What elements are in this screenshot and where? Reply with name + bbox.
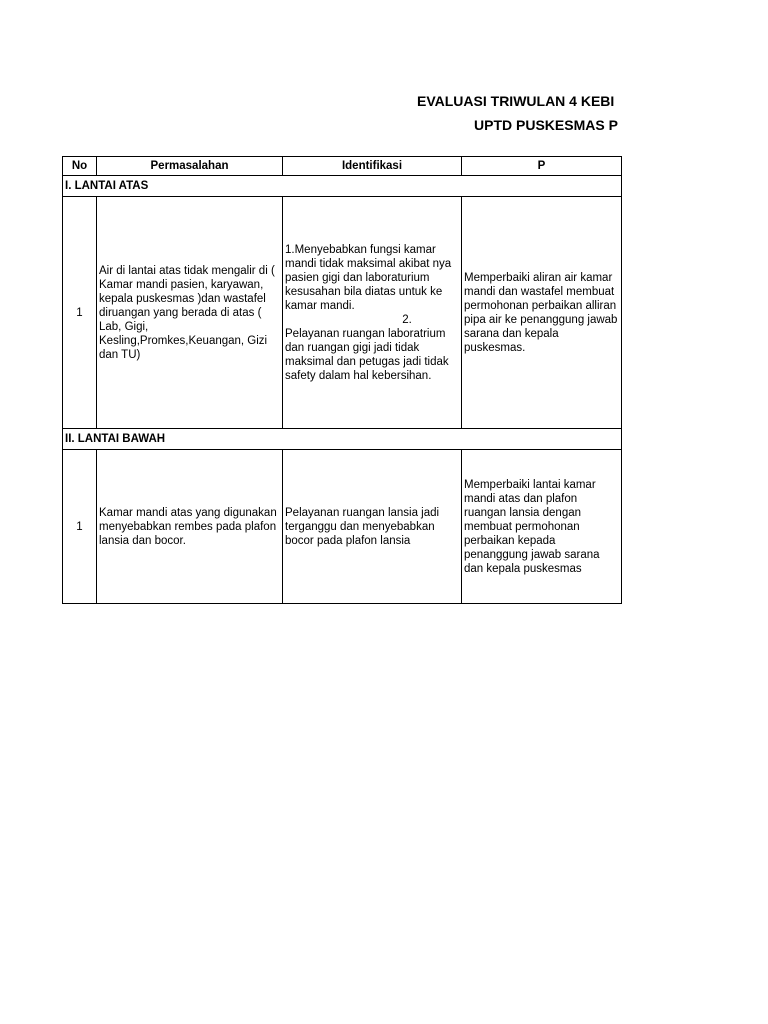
identifikasi-point-1: 1.Menyebabkan fungsi kamar mandi tidak maksimal akibat nya pasien gigi dan laboraturium kesusahan bila diatas untuk ke kamar mandi. — [285, 243, 452, 312]
row-number: 1 — [63, 197, 97, 429]
identifikasi-cell: Pelayanan ruangan lansia jadi terganggu dan menyebabkan bocor pada plafon lansia — [283, 450, 462, 604]
row-number: 1 — [63, 450, 97, 604]
section-row-lantai-atas — [63, 176, 622, 197]
permasalahan-cell: Air di lantai atas tidak mengalir di ( Kamar mandi pasien, karyawan, kepala puskesmas )dan wastafel diruangan yang berada di atas ( Lab, Gigi, Kesling,Promkes,Keuangan, Gizi dan TU) — [97, 197, 283, 429]
section-row-lantai-bawah — [63, 429, 622, 450]
identifikasi-cell — [283, 197, 462, 429]
header-no: No — [63, 157, 97, 176]
document-subtitle: UPTD PUSKESMAS P — [474, 117, 618, 133]
document-title: EVALUASI TRIWULAN 4 KEBI — [417, 93, 615, 109]
header-identifikasi: Identifikasi — [283, 157, 462, 176]
identifikasi-point-2: Pelayanan ruangan laboratrium dan ruangan gigi jadi tidak maksimal dan petugas jadi tidak safety dalam hal kebersihan. — [285, 327, 449, 382]
table-header-row — [63, 157, 622, 176]
permasalahan-cell: Kamar mandi atas yang digunakan menyebabkan rembes pada plafon lansia dan bocor. — [97, 450, 283, 604]
penyelesaian-cell: Memperbaiki aliran air kamar mandi dan wastafel membuat permohonan perbaikan alliran pipa air ke penanggung jawab sarana dan kepala puskesmas. — [462, 197, 622, 429]
penyelesaian-cell: Memperbaiki lantai kamar mandi atas dan plafon ruangan lansia dengan membuat permohonan perbaikan kepada penanggung jawab sarana dan kepala puskesmas — [462, 450, 622, 604]
section-label: I. LANTAI ATAS — [63, 176, 622, 197]
identifikasi-number: 2. — [402, 313, 412, 326]
header-penyelesaian: P — [462, 157, 622, 176]
table-row — [63, 197, 622, 429]
header-permasalahan: Permasalahan — [97, 157, 283, 176]
table-row — [63, 450, 622, 604]
section-label: II. LANTAI BAWAH — [63, 429, 622, 450]
evaluation-table — [62, 156, 622, 604]
